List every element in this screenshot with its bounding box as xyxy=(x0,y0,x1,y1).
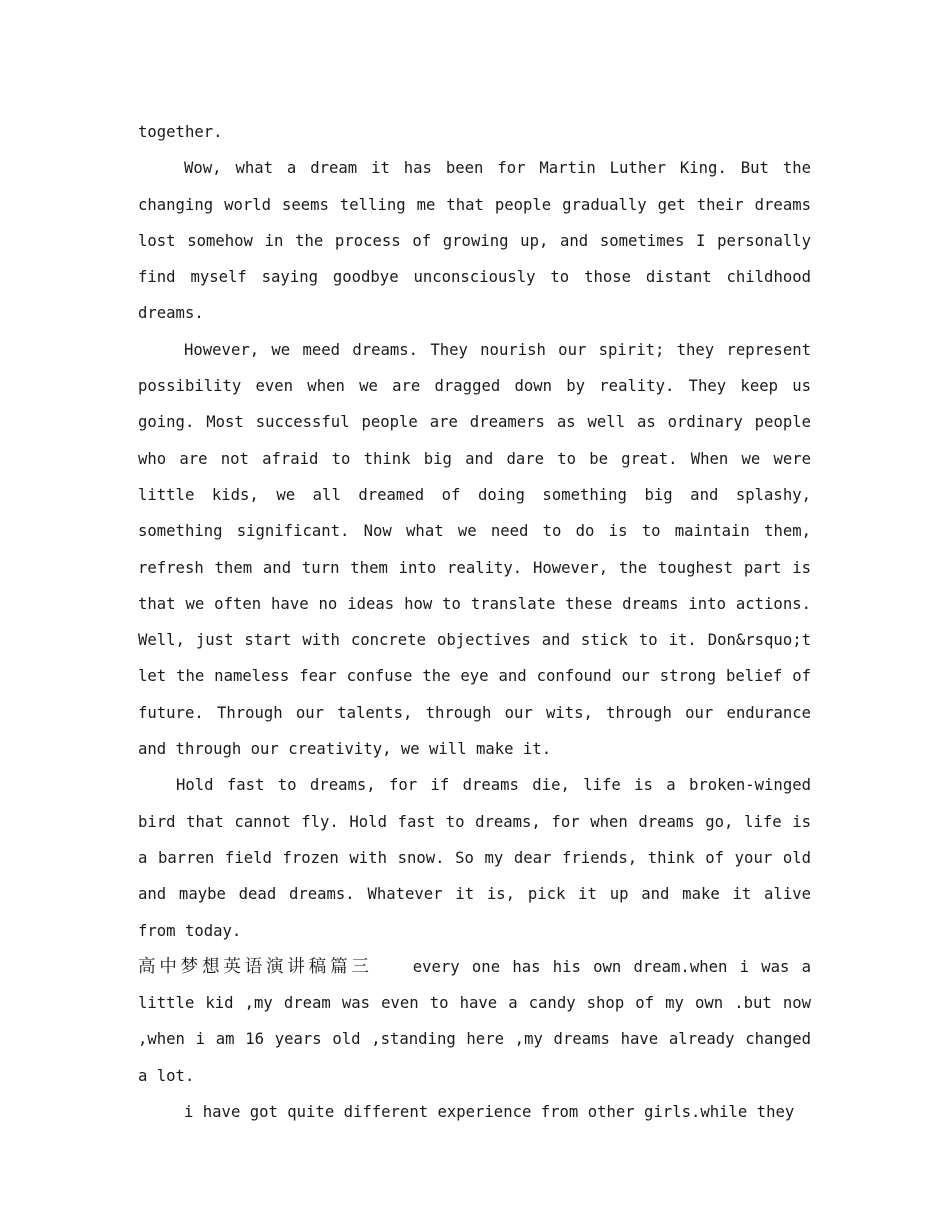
section-intro-text: every one has his own dream.when i was a little kid ,my dream was even to have a candy shop of my own .but now ,when i am 16 years old ,standing here ,my dreams have already changed a lot. xyxy=(138,957,812,1085)
paragraph-we-need-dreams: However, we meed dreams. They nourish our spirit; they represent possibility even when we are dragged down by reality. They keep us going. Most successful people are dreamers as well as ordinary people who are not afraid to think big and dare to be great. When we were little kids, we all dreamed of doing something big and splashy, something significant. Now what we need to do is to maintain them, refresh them and turn them into reality. However, the toughest part is that we often have no ideas how to translate these dreams into actions. Well, just start with concrete objectives and stick to it. Don&rsquo;t let the nameless fear confuse the eye and confound our strong belief of future. Through our talents, through our wits, through our endurance and through our creativity, we will make it. xyxy=(138,340,811,759)
paragraph-martin-luther-king: Wow, what a dream it has been for Martin Luther King. But the changing world seems telling me that people gradually get their dreams lost somehow in the process of growing up, and sometimes I personally find myself saying goodbye unconsciously to those distant childhood dreams. xyxy=(138,159,811,323)
paragraph-continuation: together. xyxy=(138,123,223,141)
section-three-intro xyxy=(138,949,811,1094)
body-text xyxy=(138,114,811,1130)
paragraph-hold-fast: Hold fast to dreams, for if dreams die, life is a broken-winged bird that cannot fly. Hold fast to dreams, for when dreams go, life is a barren field frozen with snow. So my dear friends, think of your old and maybe dead dreams. Whatever it is, pick it up and make it alive from today. xyxy=(138,776,811,940)
paragraph-different-experience: i have got quite different experience from other girls.while they xyxy=(184,1103,795,1122)
section-heading: 高中梦想英语演讲稿篇三 xyxy=(138,956,373,977)
